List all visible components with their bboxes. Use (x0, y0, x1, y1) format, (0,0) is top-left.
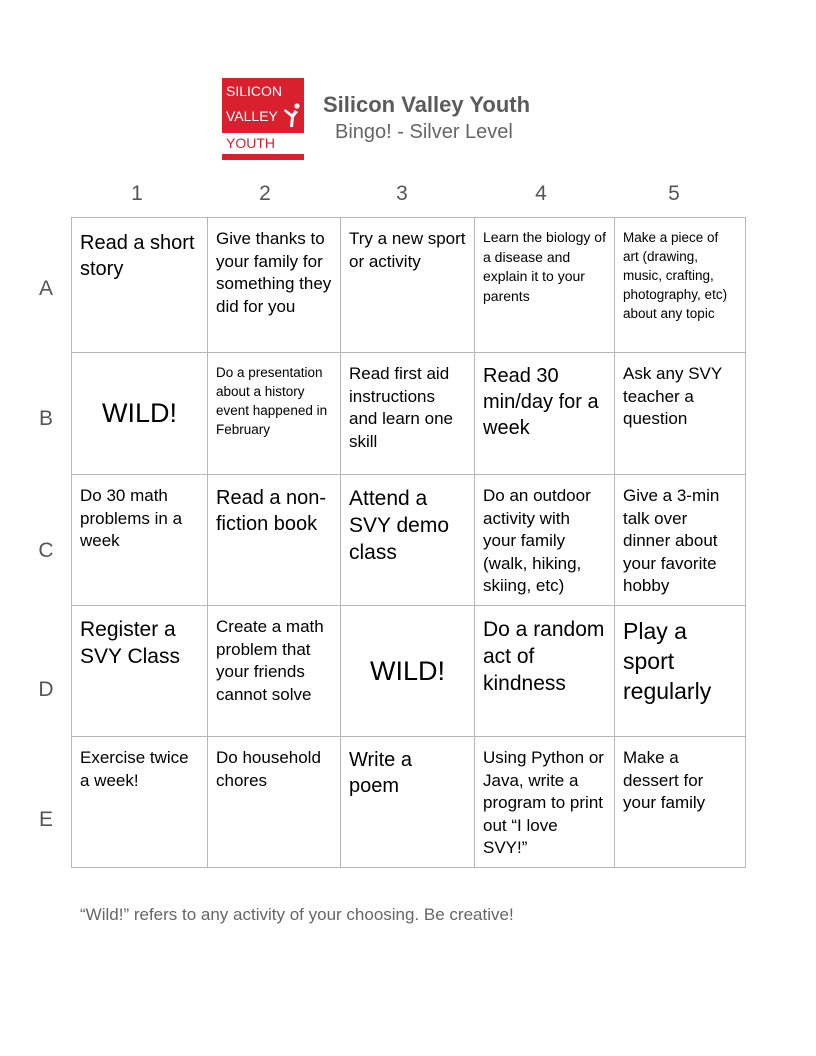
bingo-cell-e1: Exercise twice a week! (72, 737, 208, 868)
bingo-cell-c5: Give a 3-min talk over dinner about your favorite hobby (615, 475, 746, 606)
column-header-4: 4 (535, 182, 547, 205)
svy-logo (222, 78, 304, 160)
logo-text-silicon: SILICON (226, 83, 283, 99)
bingo-cell-c1: Do 30 math problems in a week (72, 475, 208, 606)
grid-row-d (72, 606, 746, 737)
bingo-cell-d3: WILD! (341, 606, 475, 737)
bingo-cell-a4: Learn the biology of a disease and explain it to your parents (475, 218, 615, 353)
column-header-3: 3 (396, 182, 408, 205)
runner-figure-icon (283, 103, 303, 129)
bingo-cell-d5: Play a sport regularly (615, 606, 746, 737)
page-subtitle: Bingo! - Silver Level (335, 121, 513, 143)
bingo-grid (71, 217, 746, 868)
bingo-cell-d4: Do a random act of kindness (475, 606, 615, 737)
bingo-cell-a2: Give thanks to your family for something they did for you (208, 218, 341, 353)
bingo-cell-b1: WILD! (72, 353, 208, 475)
bingo-cell-c4: Do an outdoor activity with your family (walk, hiking, skiing, etc) (475, 475, 615, 606)
page-title: Silicon Valley Youth (323, 92, 531, 117)
grid-row-e (72, 737, 746, 868)
grid-row-b (72, 353, 746, 475)
logo-text-youth: YOUTH (222, 133, 304, 154)
row-header-e: E (38, 808, 53, 831)
row-header-d: D (38, 678, 54, 701)
bingo-cell-d2: Create a math problem that your friends cannot solve (208, 606, 341, 737)
row-header-c: C (38, 539, 54, 562)
bingo-cell-b3: Read first aid instructions and learn one skill (341, 353, 475, 475)
bingo-cell-e2: Do household chores (208, 737, 341, 868)
bingo-cell-b4: Read 30 min/day for a week (475, 353, 615, 475)
bingo-cell-c3: Attend a SVY demo class (341, 475, 475, 606)
bingo-cell-e5: Make a dessert for your family (615, 737, 746, 868)
row-header-b: B (38, 407, 53, 430)
bingo-cell-e4: Using Python or Java, write a program to print out “I love SVY!” (475, 737, 615, 868)
wild-note: “Wild!” refers to any activity of your choosing. Be creative! (80, 905, 514, 924)
bingo-cell-a3: Try a new sport or activity (341, 218, 475, 353)
column-header-2: 2 (259, 182, 271, 205)
column-header-1: 1 (131, 182, 143, 205)
bingo-cell-d1: Register a SVY Class (72, 606, 208, 737)
bingo-cell-c2: Read a non-fiction book (208, 475, 341, 606)
row-header-a: A (38, 277, 53, 300)
bingo-cell-a5: Make a piece of art (drawing, music, crafting, photography, etc) about any topic (615, 218, 746, 353)
logo-text-valley: VALLEY (226, 108, 278, 124)
grid-row-a (72, 218, 746, 353)
grid-row-c (72, 475, 746, 606)
bingo-cell-b2: Do a presentation about a history event happened in February (208, 353, 341, 475)
bingo-cell-e3: Write a poem (341, 737, 475, 868)
bingo-cell-b5: Ask any SVY teacher a question (615, 353, 746, 475)
column-header-5: 5 (668, 182, 680, 205)
bingo-cell-a1: Read a short story (72, 218, 208, 353)
